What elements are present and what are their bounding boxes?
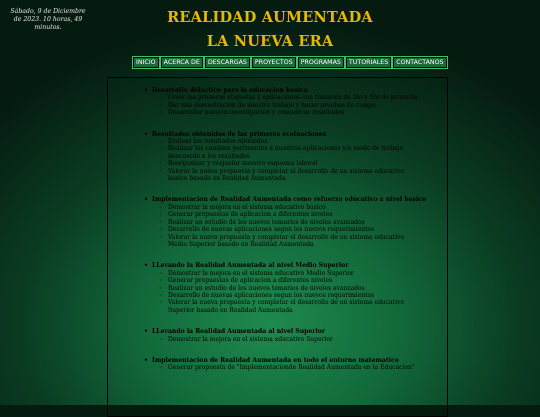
list-item: ◦ Desarrollar nuestra investigacion y concentrar resultados <box>108 109 447 116</box>
list-item: ◦ Reorganizar y reajustar nuestro esquema laboral <box>108 160 447 167</box>
roadmap-list <box>108 78 447 372</box>
section-items <box>108 94 447 116</box>
section-items <box>108 336 447 343</box>
list-item: ◦ Dar una demostracion de nuestro trabajo y hacer pruebas de campo <box>108 102 447 109</box>
site-title: REALIDAD AUMENTADA <box>167 9 373 26</box>
section-items <box>108 270 447 314</box>
roadmap-section <box>108 87 447 117</box>
nav-item-inicio[interactable]: INICIO <box>133 57 159 68</box>
nav-item-descargas[interactable]: DESCARGAS <box>205 57 250 68</box>
nav-item-programas[interactable]: PROGRAMAS <box>298 57 344 68</box>
section-title: • LLevando la Realidad Aumentada al nivel Superior <box>108 328 447 335</box>
section-title: • Resultados obtenidos de las primeras evaluaciones <box>108 131 447 138</box>
nav-item-contactanos[interactable]: CONTACTANOS <box>393 57 446 68</box>
list-item: ◦ Realizar un estudio de los nuevos temarios de niveles avanzados <box>108 285 447 292</box>
roadmap-section <box>108 328 447 343</box>
roadmap-section <box>108 357 447 372</box>
section-title: • LLevando la Realidad Aumentada al nivel Medio Superior <box>108 262 447 269</box>
list-item: ◦ Generar propuesta de "Implementacionde Realidad Aumentada en la Educacion" <box>108 364 447 371</box>
nav-item-proyectos[interactable]: PROYECTOS <box>252 57 296 68</box>
date-time-display: Sábado, 9 de Diciembre de 2023. 10 horas, 49 minutos. <box>10 8 86 31</box>
list-item: ◦ Demostrar la mejora en el sistema educativo basico <box>108 204 447 211</box>
list-item: ◦ Desarrollo de nuevas aplicaciones segun los nuevos requerimientos <box>108 292 447 299</box>
list-item: ◦ Demostrar la mejora en el sistema educativo Medio Superior <box>108 270 447 277</box>
list-item: ◦ Valorar la nueva propuesta y completar el desarrollo de un sistema educativo basico basado en Realidad Aumentada <box>108 168 447 183</box>
section-title: • Implementacion de Realidad Aumentada en todo el entorno matematico <box>108 357 447 364</box>
list-item: ◦ Generar propuestas de aplicacion a diferentes niveles <box>108 211 447 218</box>
main-nav <box>133 57 447 68</box>
section-title: • Implementacion de Realidad Aumentada como refuerzo educativo a nivel basico <box>108 196 447 203</box>
nav-item-tutoriales[interactable]: TUTORIALES <box>346 57 391 68</box>
section-items <box>108 364 447 371</box>
list-item: ◦ Evaluar los resultados obtenidos <box>108 138 447 145</box>
roadmap-section <box>108 131 447 183</box>
section-items <box>108 204 447 248</box>
list-item: ◦ Demostrar la mejora en el sistema educativo Superior <box>108 336 447 343</box>
list-item: ◦ Desarrollo de nuevas aplicaciones segun los nuevos requerimientos <box>108 226 447 233</box>
list-item: ◦ Crear las primeras etiquetas y aplicaciones con temarios de 5to y 6to de primaria <box>108 94 447 101</box>
list-item: ◦ Realizar los cambios pertinentes a nuestras aplicaciones y/o modo de trabajo deacuerdo a los resultados <box>108 145 447 160</box>
content-panel <box>107 77 448 417</box>
nav-item-acerca-de[interactable]: ACERCA DE <box>161 57 203 68</box>
list-item: ◦ Valorar la nueva propuesta y completar el desarrollo de un sistema educativo Medio Superior basado en Realidad Aumentada <box>108 234 447 249</box>
section-title: • Desarrollo didactico para la educacion basica <box>108 87 447 94</box>
section-items <box>108 138 447 182</box>
list-item: ◦ Realizar un estudio de los nuevos temarios de niveles avanzados <box>108 219 447 226</box>
roadmap-section <box>108 262 447 314</box>
list-item: ◦ Valorar la nueva propuesta y completar el desarrollo de un sistema educativo Superior basado en Realidad Aumentada <box>108 299 447 314</box>
list-item: ◦ Generar propuestas de aplicacion a diferentes niveles <box>108 277 447 284</box>
roadmap-section <box>108 196 447 248</box>
site-subtitle: LA NUEVA ERA <box>206 33 334 50</box>
